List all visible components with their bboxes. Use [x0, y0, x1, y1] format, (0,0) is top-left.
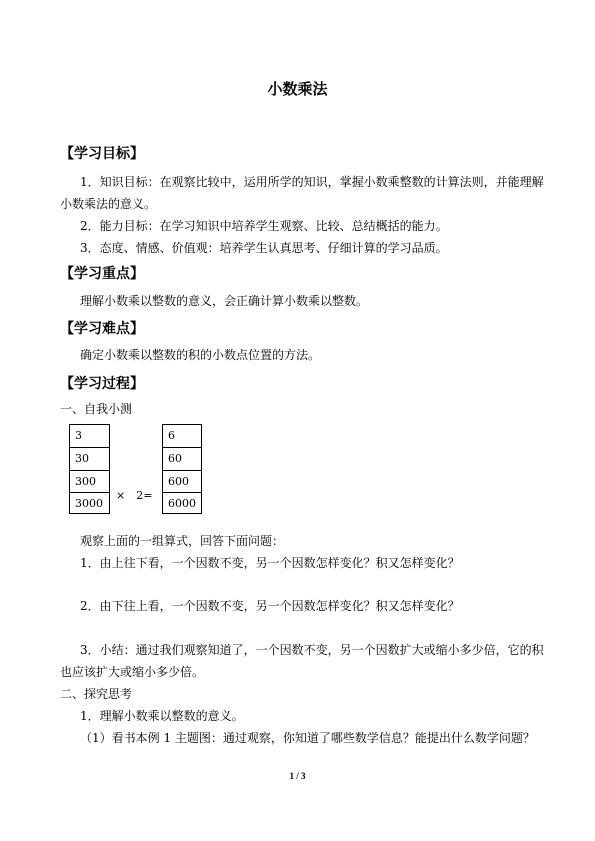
- key-points-heading: 【学习重点】: [60, 266, 144, 282]
- goal-item-1: 1．知识目标：在观察比较中，运用所学的知识，掌握小数乘整数的计算法则，并能理解: [80, 175, 544, 189]
- question-3: 3．小结：通过我们观察知道了，一个因数不变，另一个因数扩大或缩小多少倍，它的积: [80, 643, 544, 657]
- goal-item-3: 3．态度、情感、价值观：培养学生认真思考、仔细计算的学习品质。: [80, 241, 448, 255]
- left-cell-3: 300: [70, 470, 109, 492]
- question-2: 2．由下往上看，一个因数不变，另一个因数怎样变化？积又怎样变化？: [80, 599, 460, 613]
- part2-item-1: 1．理解小数乘以整数的意义。: [80, 709, 244, 723]
- left-cell-2: 30: [70, 447, 109, 470]
- difficulty-heading: 【学习难点】: [60, 321, 144, 337]
- part2-sub-1: （1）看书本例 1 主题图：通过观察，你知道了哪些数学信息？能提出什么数学问题？: [80, 731, 535, 745]
- right-cell-1: 6: [168, 429, 175, 442]
- right-cell-3: 600: [163, 470, 201, 492]
- process-heading: 【学习过程】: [60, 376, 144, 392]
- question-1: 1．由上往下看，一个因数不变，另一个因数怎样变化？积又怎样变化？: [80, 556, 460, 570]
- right-cell-4: 6000: [163, 492, 201, 514]
- part2-title: 二、探究思考: [60, 687, 133, 701]
- page-number: 1 / 3: [289, 771, 306, 781]
- goal-item-2: 2．能力目标：在学习知识中培养学生观察、比较、总结概括的能力。: [80, 219, 448, 233]
- left-cell-1: 3: [75, 429, 82, 442]
- observe-instruction: 观察上面的一组算式，回答下面问题：: [80, 534, 285, 548]
- goal-item-1-cont: 小数乘法的意义。: [60, 197, 157, 211]
- operator: × 2=: [116, 489, 153, 502]
- left-cell-4: 3000: [70, 492, 109, 514]
- left-factor-table: [69, 424, 110, 514]
- page-title: 小数乘法: [267, 80, 328, 98]
- product-table: [162, 424, 202, 514]
- difficulty-text: 确定小数乘以整数的积的小数点位置的方法。: [80, 348, 321, 362]
- part1-title: 一、自我小测: [60, 402, 133, 416]
- goals-heading: 【学习目标】: [60, 146, 144, 162]
- question-3-cont: 也应该扩大或缩小多少倍。: [60, 665, 205, 679]
- key-points-text: 理解小数乘以整数的意义，会正确计算小数乘以整数。: [80, 294, 369, 308]
- right-cell-2: 60: [163, 447, 201, 470]
